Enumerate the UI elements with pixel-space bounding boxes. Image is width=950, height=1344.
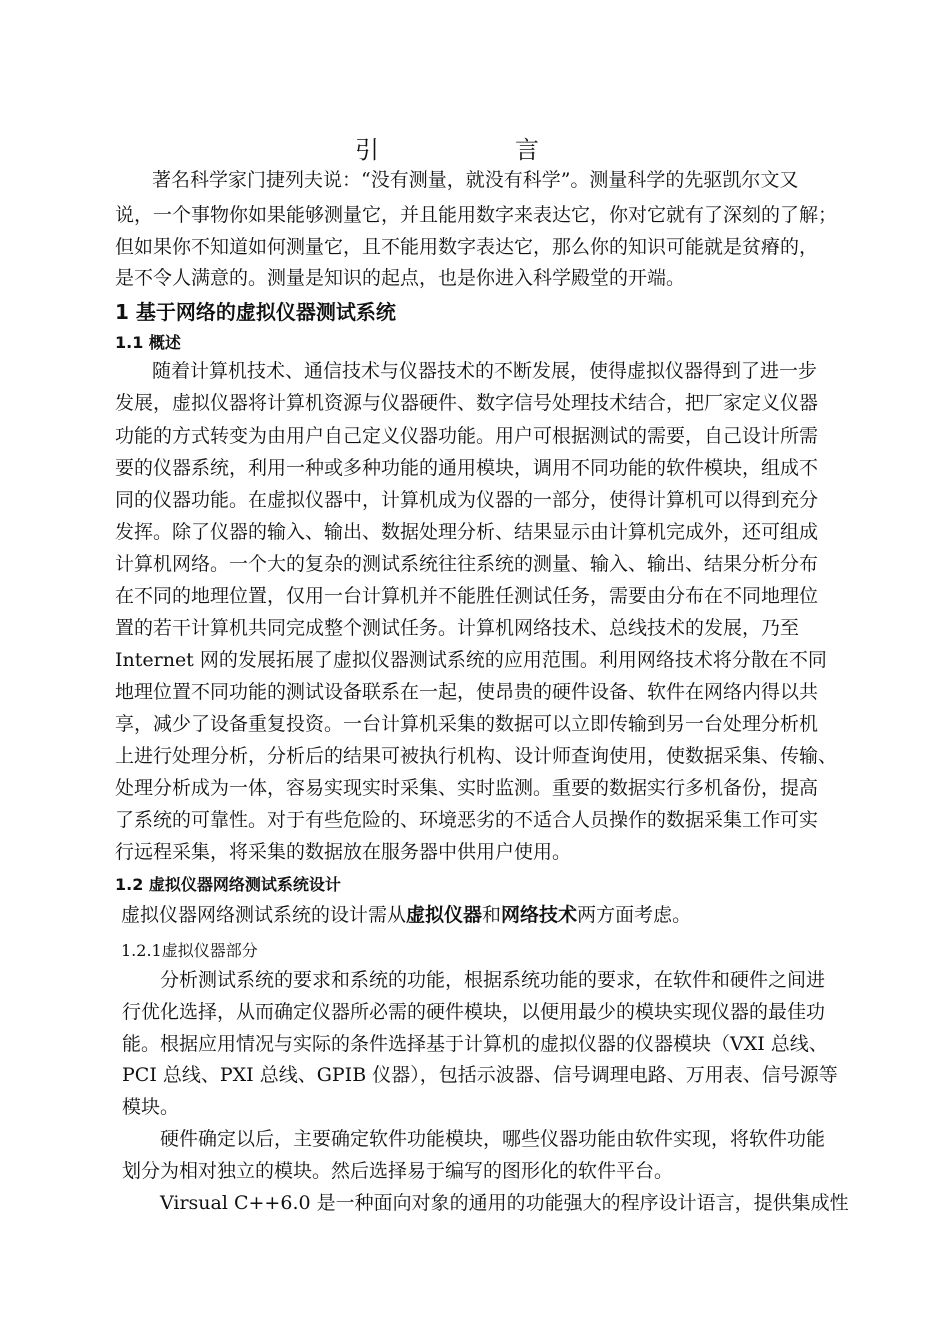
subsection-heading: 1.1 概述: [115, 333, 181, 352]
intro-text-mid: 和: [482, 904, 502, 926]
body-line: 硬件确定以后，主要确定软件功能模块，哪些仪器功能由软件实现，将软件功能: [160, 1128, 826, 1150]
body-line: 在不同的地理位置，仅用一台计算机并不能胜任测试任务，需要由分布在不同地理位: [115, 585, 819, 607]
intro-text-post: 两方面考虑。: [577, 904, 692, 926]
body-line: Virsual C++6.0 是一种面向对象的通用的功能强大的程序设计语言，提供集成性: [160, 1192, 849, 1214]
body-line: 随着计算机技术、通信技术与仪器技术的不断发展，使得虚拟仪器得到了进一步: [152, 360, 818, 382]
intro-line: 是不令人满意的。测量是知识的起点，也是你进入科学殿堂的开端。: [115, 267, 686, 289]
intro-line: 但如果你不知道如何测量它，且不能用数字表达它，那么你的知识可能就是贫瘠的，: [115, 236, 819, 258]
body-line: 处理分析成为一体，容易实现实时采集、实时监测。重要的数据实行多机备份，提高: [115, 777, 819, 799]
body-line: 置的若干计算机共同完成整个测试任务。计算机网络技术、总线技术的发展，乃至: [115, 617, 800, 639]
body-line: 分析测试系统的要求和系统的功能，根据系统功能的要求，在软件和硬件之间进: [160, 969, 826, 991]
body-line: 同的仪器功能。在虚拟仪器中，计算机成为仪器的一部分，使得计算机可以得到充分: [115, 489, 819, 511]
bold-term-network-technology: 网络技术: [501, 904, 578, 926]
body-line: 计算机网络。一个大的复杂的测试系统往往系统的测量、输入、输出、结果分析分布: [115, 553, 819, 575]
body-line: 发展，虚拟仪器将计算机资源与仪器硬件、数字信号处理技术结合，把厂家定义仪器: [115, 392, 819, 414]
intro-text-pre: 虚拟仪器网络测试系统的设计需从: [121, 904, 407, 926]
body-line: 上进行处理分析，分析后的结果可被执行机构、设计师查询使用，使数据采集、传输、: [115, 745, 838, 767]
body-line: 了系统的可靠性。对于有些危险的、环境恶劣的不适合人员操作的数据采集工作可实: [115, 809, 819, 831]
intro-line: 说，一个事物你如果能够测量它，并且能用数字来表达它，你对它就有了深刻的了解；: [115, 204, 838, 226]
subsubsection-heading: 1.2.1虚拟仪器部分: [121, 941, 258, 960]
body-line: 要的仪器系统，利用一种或多种功能的通用模块，调用不同功能的软件模块，组成不: [115, 457, 819, 479]
body-line: PCI 总线、PXI 总线、GPIB 仪器），包括示波器、信号调理电路、万用表、信号源等: [122, 1064, 838, 1086]
bold-term-virtual-instrument: 虚拟仪器: [406, 904, 483, 926]
page-title: 引 言: [355, 136, 595, 164]
body-line: 享，减少了设备重复投资。一台计算机采集的数据可以立即传输到另一台处理分析机: [115, 713, 819, 735]
body-line: 发挥。除了仪器的输入、输出、数据处理分析、结果显示由计算机完成外，还可组成: [115, 521, 819, 543]
body-line: 能。根据应用情况与实际的条件选择基于计算机的虚拟仪器的仪器模块（VXI 总线、: [122, 1033, 828, 1055]
body-line: 行远程采集，将采集的数据放在服务器中供用户使用。: [115, 841, 572, 863]
body-line: Internet 网的发展拓展了虚拟仪器测试系统的应用范围。利用网络技术将分散在不同: [115, 649, 827, 671]
subsection-heading: 1.2 虚拟仪器网络测试系统设计: [115, 875, 341, 894]
intro-line: 著名科学家门捷列夫说：“没有测量，就没有科学”。测量科学的先驱凯尔文又: [152, 169, 799, 191]
subsection-intro: [121, 903, 691, 927]
body-line: 行优化选择，从而确定仪器所必需的硬件模块，以便用最少的模块实现仪器的最佳功: [122, 1001, 826, 1023]
body-line: 地理位置不同功能的测试设备联系在一起，使昂贵的硬件设备、软件在网络内得以共: [115, 681, 819, 703]
body-line: 模块。: [122, 1096, 180, 1118]
section-heading: 1 基于网络的虚拟仪器测试系统: [115, 300, 396, 324]
body-line: 功能的方式转变为由用户自己定义仪器功能。用户可根据测试的需要，自己设计所需: [115, 425, 819, 447]
body-line: 划分为相对独立的模块。然后选择易于编写的图形化的软件平台。: [122, 1160, 674, 1182]
